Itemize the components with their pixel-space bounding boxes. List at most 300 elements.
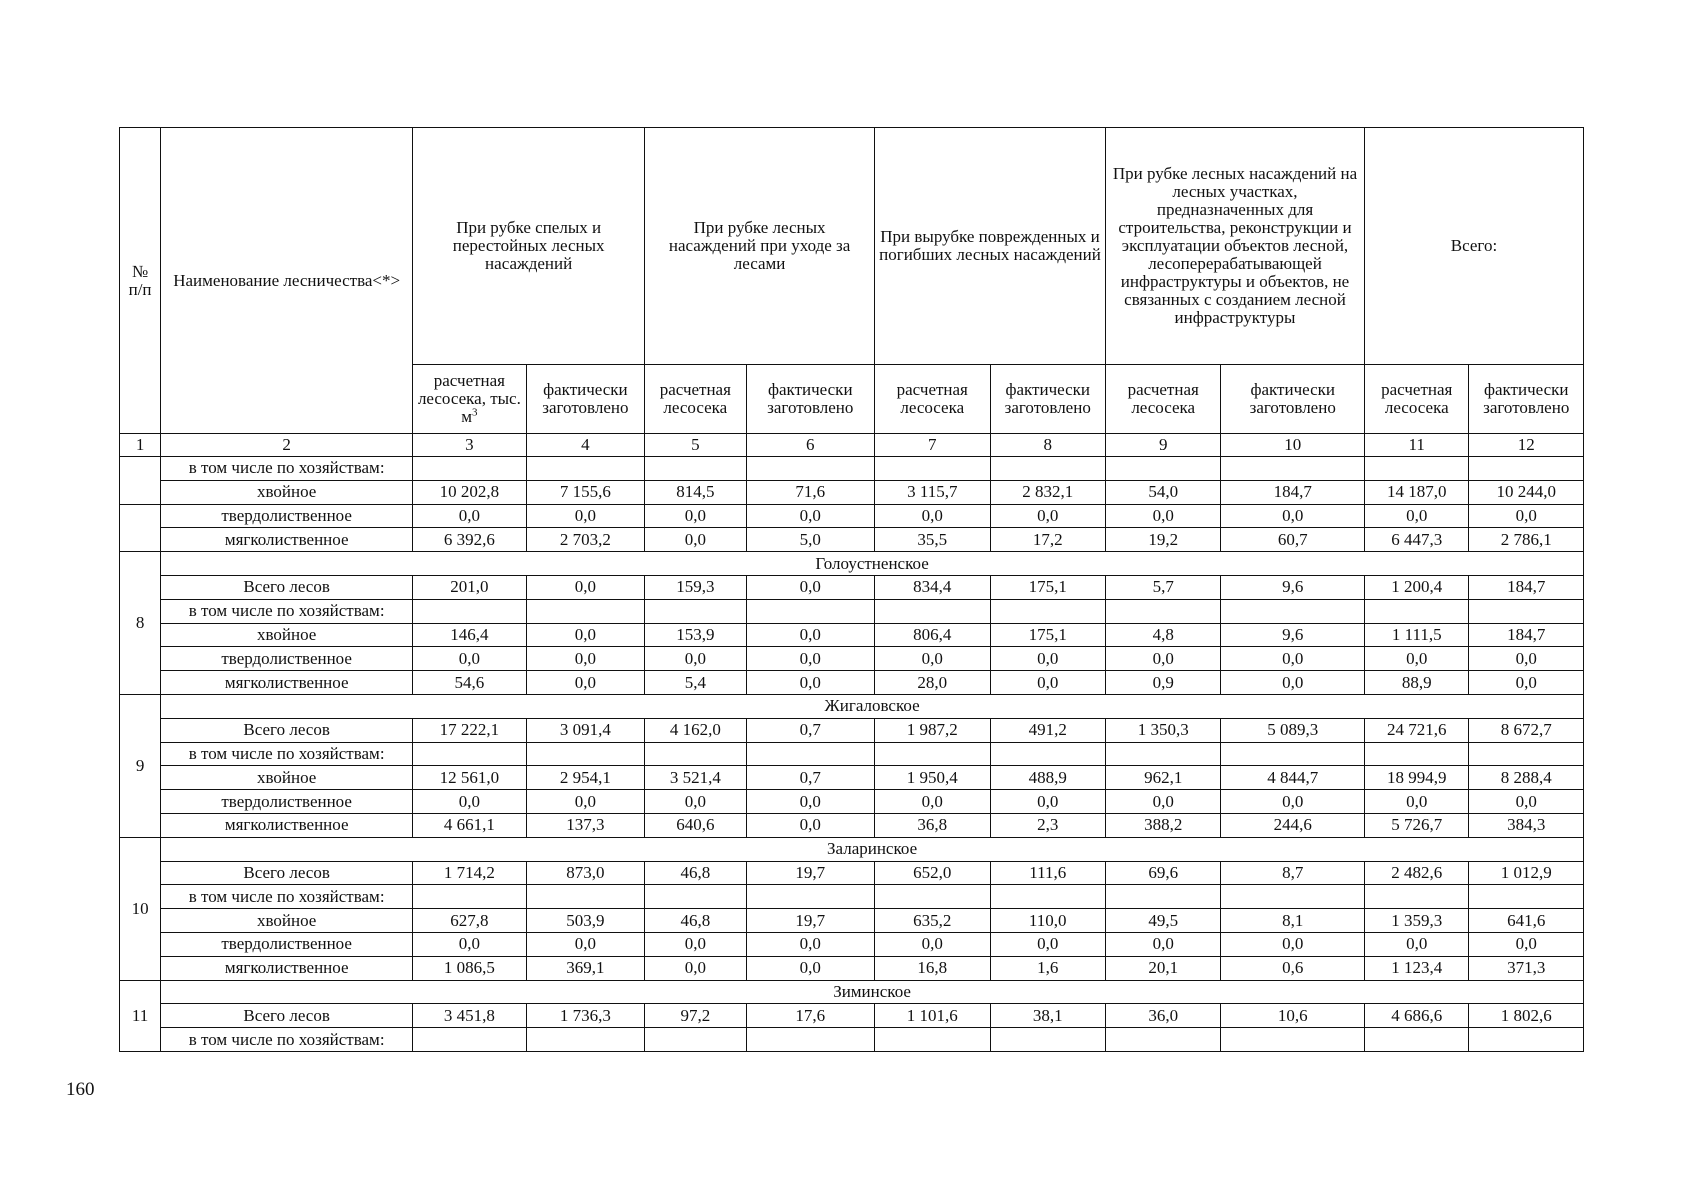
value-cell: 806,4 [875, 623, 990, 647]
column-number-row [120, 434, 1584, 457]
table-row [120, 885, 1584, 909]
value-cell: 384,3 [1469, 813, 1584, 837]
value-cell: 0,0 [526, 790, 644, 814]
header-sub-calc: расчетная лесосека [1105, 365, 1220, 434]
value-cell [1221, 742, 1365, 766]
value-cell [746, 885, 875, 909]
column-number: 3 [413, 434, 526, 457]
value-cell [1221, 1028, 1365, 1052]
column-number: 6 [746, 434, 875, 457]
value-cell: 0,0 [413, 647, 526, 671]
value-cell: 3 091,4 [526, 718, 644, 742]
value-cell: 0,0 [875, 647, 990, 671]
section-number: 8 [120, 552, 161, 695]
unit-superscript: 3 [472, 406, 478, 419]
header-group: При вырубке поврежденных и погибших лесных насаждений [875, 128, 1106, 365]
column-number: 2 [161, 434, 413, 457]
value-cell: 0,7 [746, 766, 875, 790]
value-cell: 88,9 [1365, 671, 1469, 695]
value-cell: 0,0 [1221, 647, 1365, 671]
section-title-row [120, 552, 1584, 576]
value-cell: 8 288,4 [1469, 766, 1584, 790]
value-cell: 0,0 [990, 790, 1105, 814]
value-cell: 0,0 [526, 671, 644, 695]
value-cell [1469, 742, 1584, 766]
value-cell [1221, 599, 1365, 623]
value-cell: 4 686,6 [1365, 1004, 1469, 1028]
value-cell: 388,2 [1105, 813, 1220, 837]
section-title-row [120, 837, 1584, 861]
value-cell [746, 599, 875, 623]
value-cell [746, 742, 875, 766]
value-cell [1469, 885, 1584, 909]
row-name: в том числе по хозяйствам: [161, 457, 413, 481]
row-name: мягколиственное [161, 528, 413, 552]
value-cell: 0,0 [1365, 790, 1469, 814]
value-cell: 5 089,3 [1221, 718, 1365, 742]
value-cell: 0,0 [746, 623, 875, 647]
table-row [120, 742, 1584, 766]
value-cell: 159,3 [645, 575, 746, 599]
value-cell: 17,2 [990, 528, 1105, 552]
table-row [120, 1028, 1584, 1052]
value-cell: 46,8 [645, 861, 746, 885]
table-row [120, 1004, 1584, 1028]
value-cell: 9,6 [1221, 575, 1365, 599]
value-cell: 111,6 [990, 861, 1105, 885]
value-cell: 1 012,9 [1469, 861, 1584, 885]
value-cell [413, 1028, 526, 1052]
value-cell [1469, 599, 1584, 623]
value-cell: 146,4 [413, 623, 526, 647]
header-sub-calc [413, 365, 526, 434]
header-sub-calc-text: расчетная лесосека, тыс. м [417, 371, 521, 426]
value-cell [526, 599, 644, 623]
value-cell [990, 742, 1105, 766]
value-cell: 8 672,7 [1469, 718, 1584, 742]
value-cell: 0,0 [746, 504, 875, 528]
table-row [120, 718, 1584, 742]
value-cell: 184,7 [1469, 575, 1584, 599]
header-sub-calc: расчетная лесосека [875, 365, 990, 434]
table-row [120, 575, 1584, 599]
value-cell [1365, 742, 1469, 766]
row-name: в том числе по хозяйствам: [161, 1028, 413, 1052]
value-cell: 0,0 [1365, 504, 1469, 528]
value-cell: 17 222,1 [413, 718, 526, 742]
value-cell: 0,0 [1221, 932, 1365, 956]
value-cell: 54,0 [1105, 480, 1220, 504]
value-cell: 184,7 [1469, 623, 1584, 647]
value-cell: 4 162,0 [645, 718, 746, 742]
header-sub-fact: фактически заготовлено [990, 365, 1105, 434]
column-number: 1 [120, 434, 161, 457]
value-cell [1469, 1028, 1584, 1052]
value-cell [526, 885, 644, 909]
row-name: мягколиственное [161, 671, 413, 695]
value-cell: 371,3 [1469, 956, 1584, 980]
row-name: твердолиственное [161, 504, 413, 528]
column-number: 4 [526, 434, 644, 457]
row-name: Всего лесов [161, 1004, 413, 1028]
value-cell: 0,0 [990, 647, 1105, 671]
value-cell: 0,0 [413, 504, 526, 528]
value-cell: 9,6 [1221, 623, 1365, 647]
row-name: в том числе по хозяйствам: [161, 599, 413, 623]
column-number: 11 [1365, 434, 1469, 457]
value-cell: 0,0 [746, 956, 875, 980]
value-cell: 3 115,7 [875, 480, 990, 504]
row-name: хвойное [161, 766, 413, 790]
value-cell: 1 101,6 [875, 1004, 990, 1028]
value-cell: 0,0 [1221, 790, 1365, 814]
value-cell: 1 736,3 [526, 1004, 644, 1028]
value-cell [1221, 457, 1365, 481]
value-cell [526, 742, 644, 766]
section-title: Заларинское [161, 837, 1584, 861]
value-cell: 19,2 [1105, 528, 1220, 552]
value-cell: 244,6 [1221, 813, 1365, 837]
value-cell: 0,0 [413, 790, 526, 814]
value-cell: 2 786,1 [1469, 528, 1584, 552]
table-row [120, 623, 1584, 647]
value-cell: 0,0 [1469, 671, 1584, 695]
value-cell: 16,8 [875, 956, 990, 980]
value-cell: 0,9 [1105, 671, 1220, 695]
value-cell: 175,1 [990, 575, 1105, 599]
value-cell: 0,0 [990, 671, 1105, 695]
value-cell [746, 1028, 875, 1052]
value-cell: 10 202,8 [413, 480, 526, 504]
value-cell [990, 885, 1105, 909]
value-cell: 14 187,0 [1365, 480, 1469, 504]
table-row [120, 457, 1584, 481]
value-cell: 0,0 [746, 932, 875, 956]
value-cell: 1,6 [990, 956, 1105, 980]
table-body [120, 128, 1584, 1052]
value-cell: 71,6 [746, 480, 875, 504]
value-cell [413, 742, 526, 766]
row-name: в том числе по хозяйствам: [161, 742, 413, 766]
header-sub-fact: фактически заготовлено [746, 365, 875, 434]
value-cell: 49,5 [1105, 909, 1220, 933]
value-cell: 0,0 [1105, 932, 1220, 956]
value-cell: 110,0 [990, 909, 1105, 933]
value-cell [645, 1028, 746, 1052]
table-row [120, 909, 1584, 933]
table-row [120, 813, 1584, 837]
value-cell: 0,0 [526, 623, 644, 647]
value-cell: 635,2 [875, 909, 990, 933]
value-cell: 2 832,1 [990, 480, 1105, 504]
value-cell: 0,0 [645, 790, 746, 814]
header-sub-fact: фактически заготовлено [1469, 365, 1584, 434]
value-cell: 20,1 [1105, 956, 1220, 980]
value-cell [526, 457, 644, 481]
column-number: 5 [645, 434, 746, 457]
value-cell: 184,7 [1221, 480, 1365, 504]
section-title-row [120, 694, 1584, 718]
value-cell: 1 200,4 [1365, 575, 1469, 599]
row-name: твердолиственное [161, 932, 413, 956]
value-cell: 0,0 [526, 504, 644, 528]
header-group: При рубке лесных насаждений при уходе за лесами [645, 128, 875, 365]
value-cell: 0,0 [746, 790, 875, 814]
value-cell [1365, 457, 1469, 481]
value-cell: 8,7 [1221, 861, 1365, 885]
value-cell: 60,7 [1221, 528, 1365, 552]
value-cell: 0,0 [645, 528, 746, 552]
value-cell: 54,6 [413, 671, 526, 695]
value-cell: 5 726,7 [1365, 813, 1469, 837]
table-row [120, 790, 1584, 814]
value-cell [875, 599, 990, 623]
value-cell: 873,0 [526, 861, 644, 885]
value-cell [1221, 885, 1365, 909]
value-cell: 0,0 [1105, 647, 1220, 671]
row-name: Всего лесов [161, 575, 413, 599]
value-cell: 6 392,6 [413, 528, 526, 552]
value-cell: 0,0 [1221, 671, 1365, 695]
value-cell: 627,8 [413, 909, 526, 933]
value-cell: 0,0 [1365, 647, 1469, 671]
value-cell [875, 885, 990, 909]
value-cell: 0,0 [526, 932, 644, 956]
value-cell: 8,1 [1221, 909, 1365, 933]
value-cell: 0,0 [1469, 504, 1584, 528]
value-cell [990, 599, 1105, 623]
table-row [120, 599, 1584, 623]
column-number: 10 [1221, 434, 1365, 457]
row-name: мягколиственное [161, 813, 413, 837]
value-cell [526, 1028, 644, 1052]
header-group: При рубке спелых и перестойных лесных насаждений [413, 128, 645, 365]
value-cell: 0,0 [990, 504, 1105, 528]
value-cell: 3 451,8 [413, 1004, 526, 1028]
value-cell: 0,0 [526, 647, 644, 671]
section-number: 11 [120, 980, 161, 1051]
value-cell: 2,3 [990, 813, 1105, 837]
value-cell: 0,7 [746, 718, 875, 742]
value-cell [875, 742, 990, 766]
table-row [120, 647, 1584, 671]
value-cell: 0,0 [1105, 790, 1220, 814]
forest-harvest-table [119, 127, 1584, 1052]
value-cell: 17,6 [746, 1004, 875, 1028]
value-cell: 1 802,6 [1469, 1004, 1584, 1028]
value-cell: 18 994,9 [1365, 766, 1469, 790]
value-cell [746, 457, 875, 481]
page-number: 160 [66, 1079, 95, 1100]
row-name: в том числе по хозяйствам: [161, 885, 413, 909]
value-cell: 0,0 [645, 504, 746, 528]
table-row [120, 480, 1584, 504]
value-cell: 640,6 [645, 813, 746, 837]
value-cell: 1 987,2 [875, 718, 990, 742]
column-number: 9 [1105, 434, 1220, 457]
value-cell [990, 1028, 1105, 1052]
value-cell: 10,6 [1221, 1004, 1365, 1028]
value-cell: 814,5 [645, 480, 746, 504]
value-cell [1105, 742, 1220, 766]
value-cell: 0,6 [1221, 956, 1365, 980]
section-title-row [120, 980, 1584, 1004]
column-number: 12 [1469, 434, 1584, 457]
column-number: 7 [875, 434, 990, 457]
value-cell: 5,7 [1105, 575, 1220, 599]
value-cell: 175,1 [990, 623, 1105, 647]
value-cell [1469, 457, 1584, 481]
value-cell: 1 123,4 [1365, 956, 1469, 980]
value-cell: 201,0 [413, 575, 526, 599]
value-cell: 28,0 [875, 671, 990, 695]
row-name: хвойное [161, 480, 413, 504]
value-cell [645, 742, 746, 766]
value-cell: 4 661,1 [413, 813, 526, 837]
value-cell: 962,1 [1105, 766, 1220, 790]
value-cell: 1 950,4 [875, 766, 990, 790]
column-number: 8 [990, 434, 1105, 457]
value-cell: 35,5 [875, 528, 990, 552]
value-cell: 1 359,3 [1365, 909, 1469, 933]
table-row [120, 528, 1584, 552]
header-name: Наименование лесничества<*> [161, 128, 413, 434]
header-sub-fact: фактически заготовлено [526, 365, 644, 434]
value-cell: 491,2 [990, 718, 1105, 742]
table-row [120, 766, 1584, 790]
header-num: № п/п [120, 128, 161, 434]
value-cell: 488,9 [990, 766, 1105, 790]
row-name: мягколиственное [161, 956, 413, 980]
section-number: 9 [120, 694, 161, 837]
table-row [120, 861, 1584, 885]
value-cell: 834,4 [875, 575, 990, 599]
value-cell: 0,0 [645, 647, 746, 671]
value-cell: 0,0 [746, 647, 875, 671]
value-cell [1105, 1028, 1220, 1052]
value-cell: 0,0 [875, 504, 990, 528]
table-row [120, 671, 1584, 695]
value-cell [1365, 885, 1469, 909]
value-cell: 7 155,6 [526, 480, 644, 504]
value-cell: 0,0 [1221, 504, 1365, 528]
section-title: Голоустненское [161, 552, 1584, 576]
value-cell: 0,0 [1469, 932, 1584, 956]
value-cell: 0,0 [1469, 647, 1584, 671]
row-name: твердолиственное [161, 790, 413, 814]
value-cell: 69,6 [1105, 861, 1220, 885]
value-cell: 36,8 [875, 813, 990, 837]
section-number: 10 [120, 837, 161, 980]
value-cell [413, 885, 526, 909]
value-cell [990, 457, 1105, 481]
header-sub-calc: расчетная лесосека [1365, 365, 1469, 434]
value-cell: 0,0 [1105, 504, 1220, 528]
header-sub-calc: расчетная лесосека [645, 365, 746, 434]
value-cell: 19,7 [746, 909, 875, 933]
section-title: Жигаловское [161, 694, 1584, 718]
row-name: Всего лесов [161, 861, 413, 885]
value-cell: 369,1 [526, 956, 644, 980]
value-cell: 652,0 [875, 861, 990, 885]
value-cell: 38,1 [990, 1004, 1105, 1028]
value-cell [413, 599, 526, 623]
value-cell [645, 457, 746, 481]
value-cell [1365, 1028, 1469, 1052]
value-cell: 12 561,0 [413, 766, 526, 790]
header-group: Всего: [1365, 128, 1584, 365]
section-title: Зиминское [161, 980, 1584, 1004]
value-cell: 2 703,2 [526, 528, 644, 552]
row-name: твердолиственное [161, 647, 413, 671]
row-num-cell [120, 504, 161, 552]
value-cell: 10 244,0 [1469, 480, 1584, 504]
value-cell: 1 111,5 [1365, 623, 1469, 647]
table-row [120, 956, 1584, 980]
table-row [120, 932, 1584, 956]
value-cell: 0,0 [875, 790, 990, 814]
value-cell [875, 457, 990, 481]
value-cell: 137,3 [526, 813, 644, 837]
value-cell: 36,0 [1105, 1004, 1220, 1028]
value-cell: 97,2 [645, 1004, 746, 1028]
row-name: хвойное [161, 623, 413, 647]
value-cell: 1 086,5 [413, 956, 526, 980]
value-cell: 0,0 [875, 932, 990, 956]
header-sub-fact: фактически заготовлено [1221, 365, 1365, 434]
row-name: Всего лесов [161, 718, 413, 742]
value-cell: 0,0 [1469, 790, 1584, 814]
value-cell [645, 885, 746, 909]
value-cell [413, 457, 526, 481]
value-cell [1105, 885, 1220, 909]
header-group: При рубке лесных насаждений на лесных участках, предназначенных для строительства, реконструкции и эксплуатации объектов лесной, лесоперерабатывающей инфраструктуры и объектов, не связанных с созданием лесной инфраструктуры [1105, 128, 1364, 365]
value-cell: 0,0 [990, 932, 1105, 956]
value-cell: 0,0 [645, 956, 746, 980]
value-cell [645, 599, 746, 623]
row-num-cell [120, 457, 161, 505]
table-row [120, 504, 1584, 528]
value-cell: 1 714,2 [413, 861, 526, 885]
value-cell: 2 482,6 [1365, 861, 1469, 885]
value-cell: 0,0 [645, 932, 746, 956]
value-cell [1105, 599, 1220, 623]
value-cell: 19,7 [746, 861, 875, 885]
value-cell: 46,8 [645, 909, 746, 933]
value-cell: 0,0 [746, 575, 875, 599]
value-cell: 641,6 [1469, 909, 1584, 933]
value-cell: 153,9 [645, 623, 746, 647]
row-name: хвойное [161, 909, 413, 933]
value-cell: 4,8 [1105, 623, 1220, 647]
value-cell: 6 447,3 [1365, 528, 1469, 552]
value-cell [875, 1028, 990, 1052]
value-cell: 503,9 [526, 909, 644, 933]
header-row-groups [120, 128, 1584, 365]
value-cell: 5,0 [746, 528, 875, 552]
value-cell: 2 954,1 [526, 766, 644, 790]
value-cell [1105, 457, 1220, 481]
value-cell: 3 521,4 [645, 766, 746, 790]
value-cell [1365, 599, 1469, 623]
value-cell: 1 350,3 [1105, 718, 1220, 742]
value-cell: 4 844,7 [1221, 766, 1365, 790]
value-cell: 0,0 [746, 671, 875, 695]
value-cell: 5,4 [645, 671, 746, 695]
value-cell: 0,0 [1365, 932, 1469, 956]
value-cell: 24 721,6 [1365, 718, 1469, 742]
value-cell: 0,0 [746, 813, 875, 837]
